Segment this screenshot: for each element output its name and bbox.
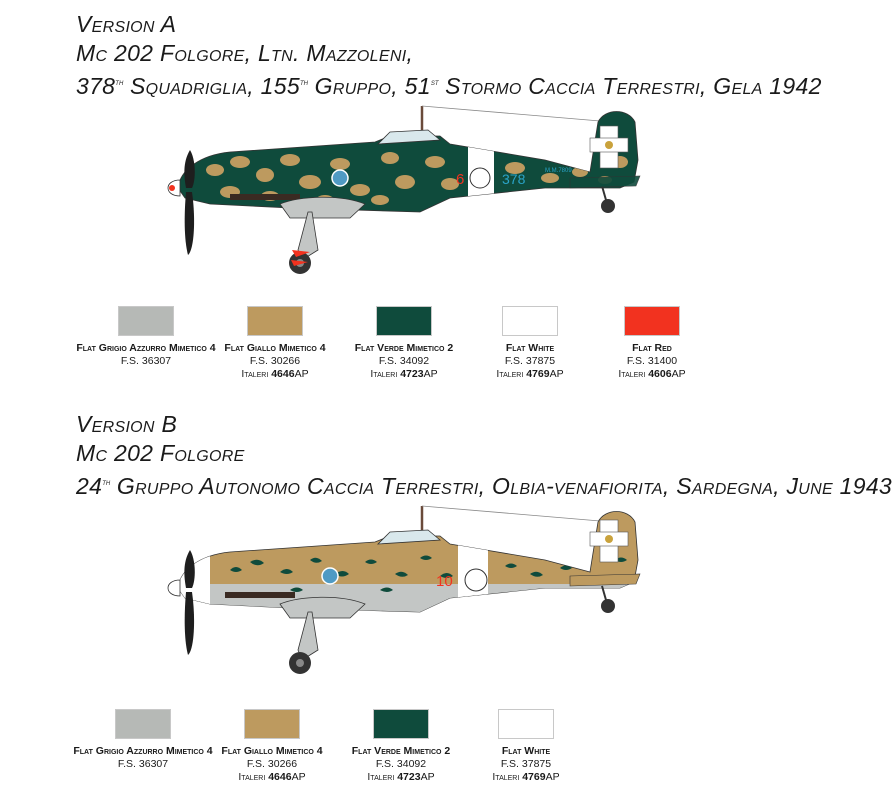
roundel [322, 568, 338, 584]
paint-name: Flat Giallo Mimetico 4 [224, 342, 326, 354]
propeller [184, 550, 194, 655]
paint-name: Flat Verde Mimetico 2 [354, 342, 454, 354]
swatch-color [115, 709, 171, 739]
aircraft-profile-version-a [150, 100, 650, 285]
italeri-code: Italeri 4646AP [238, 771, 306, 783]
wing [280, 597, 365, 618]
roundel [332, 170, 348, 186]
swatch-color [498, 709, 554, 739]
fs-number: F.S. 37875 [504, 355, 556, 367]
serial-number: M.M.7809 [545, 168, 572, 174]
fs-number: F.S. 34092 [375, 758, 427, 770]
swatch-color [118, 306, 174, 336]
paint-swatch [71, 306, 221, 368]
paint-name: Flat Verde Mimetico 2 [351, 745, 451, 757]
propeller [184, 150, 194, 255]
paint-swatch [197, 709, 347, 784]
squadron-emblem [470, 168, 490, 188]
fs-number: F.S. 30266 [246, 758, 298, 770]
version-a-unit: 378th Squadriglia, 155th Gruppo, 51st Stormo Caccia Terrestri, Gela 1942 [76, 73, 822, 99]
paint-name: Flat Giallo Mimetico 4 [221, 745, 323, 757]
swatch-color [244, 709, 300, 739]
version-a-heading: Version A [76, 11, 177, 37]
paint-name: Flat Red [632, 342, 672, 354]
swatch-color [624, 306, 680, 336]
swatch-color [247, 306, 303, 336]
fs-number: F.S. 36307 [117, 758, 169, 770]
swatch-color [502, 306, 558, 336]
paint-swatch [577, 306, 727, 381]
paint-swatches-version-a [0, 306, 800, 396]
paint-swatch [68, 709, 218, 771]
swatch-color [376, 306, 432, 336]
paint-name: Flat Grigio Azzurro Mimetico 4 [73, 745, 213, 757]
italeri-code: Italeri 4723AP [370, 368, 438, 380]
squadron-emblem [465, 569, 487, 591]
fuselage-code: 378 [502, 171, 526, 187]
swatch-color [373, 709, 429, 739]
fuselage [170, 512, 640, 625]
italeri-code: Italeri 4769AP [492, 771, 560, 783]
italeri-code: Italeri 4723AP [367, 771, 435, 783]
paint-swatch [451, 709, 601, 784]
fuselage [178, 112, 638, 221]
version-b-heading: Version B [76, 411, 178, 437]
paint-name: Flat Grigio Azzurro Mimetico 4 [76, 342, 216, 354]
paint-name: Flat White [501, 745, 551, 757]
italeri-code: Italeri 4646AP [241, 368, 309, 380]
aircraft-profile-version-b [150, 500, 650, 685]
version-b-aircraft: Mc 202 Folgore [76, 440, 245, 466]
version-b-header [76, 410, 892, 501]
fs-number: F.S. 31400 [626, 355, 678, 367]
fs-number: F.S. 36307 [120, 355, 172, 367]
spinner [168, 580, 180, 596]
version-a-header [76, 10, 822, 101]
fs-number: F.S. 37875 [500, 758, 552, 770]
fs-number: F.S. 30266 [249, 355, 301, 367]
wing [280, 197, 365, 218]
italeri-code: Italeri 4769AP [496, 368, 564, 380]
version-a-aircraft: Mc 202 Folgore, Ltn. Mazzoleni, [76, 40, 414, 66]
fs-number: F.S. 34092 [378, 355, 430, 367]
fuselage-number: 6 [456, 171, 465, 188]
italeri-code: Italeri 4606AP [618, 368, 686, 380]
version-b-unit: 24th Gruppo Autonomo Caccia Terrestri, Olbia-venafiorita, Sardegna, June 1943 [76, 473, 892, 499]
fuselage-number: 10 [436, 573, 453, 590]
paint-name: Flat White [505, 342, 555, 354]
paint-swatch [200, 306, 350, 381]
paint-swatches-version-b [0, 709, 800, 799]
